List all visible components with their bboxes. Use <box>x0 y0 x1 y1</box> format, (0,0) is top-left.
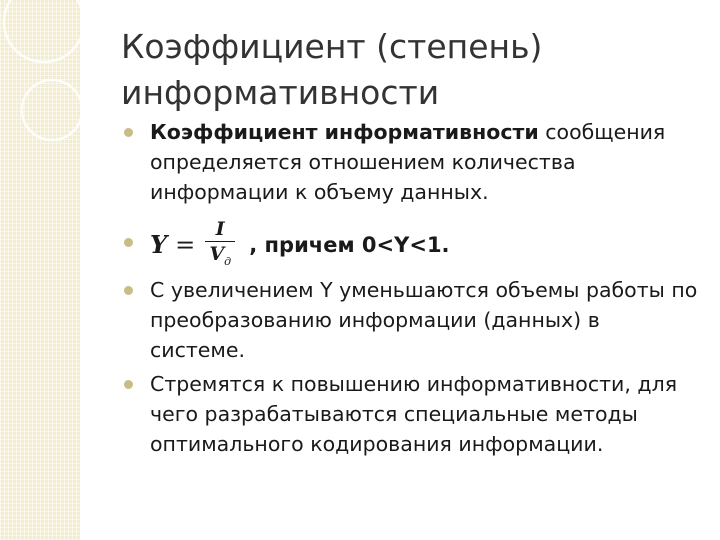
formula <box>150 217 450 273</box>
bullet-text: сообщения определяется отношением количества информации к объему данных. <box>150 120 666 204</box>
bullet-bold-text: Коэффициент информативности <box>150 120 539 144</box>
bullet-item <box>120 275 700 365</box>
slide-title: Коэффициент (степень) информативности <box>121 27 543 112</box>
formula-fraction <box>205 217 235 274</box>
bullet-text: С увеличением Y уменьшаются объемы работы по преобразованию информации (данных) в системе. <box>150 278 698 362</box>
slide-content <box>120 117 700 459</box>
denominator-symbol: V <box>209 242 225 265</box>
formula-numerator: I <box>215 217 225 240</box>
bullet-dot-icon <box>124 238 133 247</box>
bullet-dot-icon <box>124 286 133 295</box>
formula-denominator <box>209 242 231 274</box>
decorative-circles <box>0 0 80 540</box>
bullet-dot-icon <box>124 128 133 137</box>
decorative-side-strip <box>0 0 80 540</box>
denominator-subscript: д <box>224 254 232 268</box>
formula-condition: , причем 0<Y<1. <box>249 233 450 257</box>
bullet-dot-icon <box>124 380 133 389</box>
formula-equals: = <box>175 231 196 259</box>
bullet-item <box>120 117 700 207</box>
formula-variable: Y <box>150 230 168 259</box>
bullet-item <box>120 369 700 459</box>
bullet-text: Стремятся к повышению информативности, для чего разрабатываются специальные методы оптимального кодирования информации. <box>150 372 678 456</box>
bullet-item-formula <box>120 215 700 271</box>
